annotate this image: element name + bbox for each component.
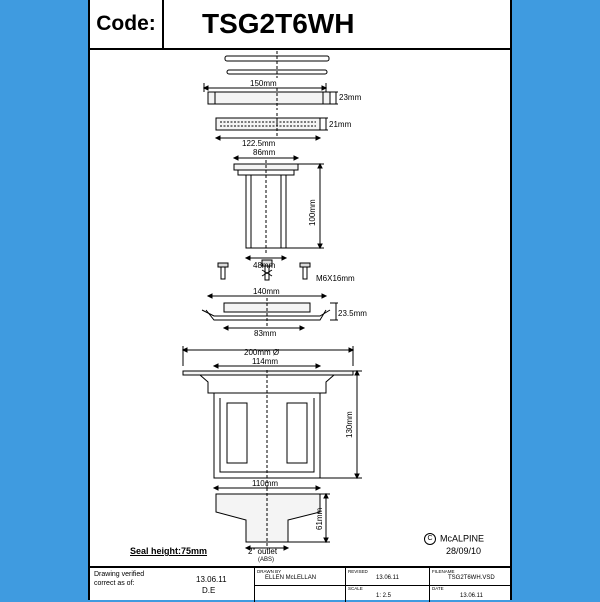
dim-outlet: 2" outlet — [248, 547, 278, 556]
dim-body-bottom: 110mm — [252, 479, 279, 488]
dim-tube-bottom: 48mm — [253, 261, 276, 270]
revised-label: REVISED — [348, 569, 368, 574]
filename-label: FILENAME — [432, 569, 455, 574]
drawn-by-value: ELLEN McLELLAN — [265, 575, 317, 581]
dim-clamp-height: 23.5mm — [338, 309, 367, 318]
dim-screws: M6X16mm — [316, 274, 355, 283]
verified-date: 13.06.11 — [196, 575, 227, 584]
title-block-details — [254, 568, 510, 602]
top-ring-part — [225, 51, 329, 78]
verified-line2: correct as of: — [94, 580, 135, 587]
dim-grate-height: 21mm — [329, 120, 352, 129]
code-header — [90, 0, 510, 50]
outlet-part — [216, 488, 330, 550]
scale-label: SCALE — [348, 586, 363, 591]
grate-part — [216, 113, 328, 140]
dim-clamp-width: 140mm — [253, 287, 280, 296]
date-value: 13.06.11 — [460, 593, 483, 599]
seal-height-note: Seal height:75mm — [130, 546, 208, 556]
dim-flange: 200mm Ø — [244, 348, 280, 357]
filename-cell — [429, 568, 511, 602]
title-block — [90, 566, 510, 602]
drawing-sheet — [88, 0, 512, 600]
drawn-by-label: DRAWN BY — [257, 569, 282, 574]
date-label: DATE — [432, 586, 444, 591]
code-value: TSG2T6WH — [202, 8, 355, 39]
dim-tube-top: 86mm — [253, 148, 276, 157]
clamp-ring-part — [202, 294, 338, 330]
copyright-owner: McALPINE — [440, 533, 485, 544]
verified-line1: Drawing verified — [94, 571, 145, 578]
verified-by: D.E — [202, 586, 216, 595]
dim-ring-width: 150mm — [250, 79, 277, 88]
technical-drawing — [90, 48, 510, 566]
dim-grate-width: 122.5mm — [242, 139, 276, 148]
dim-outlet-note: (ABS) — [258, 557, 275, 563]
dim-clamp-inner: 83mm — [254, 329, 277, 338]
revised-cell — [345, 568, 429, 602]
copyright-line — [424, 533, 484, 545]
dim-outlet-height: 61mm — [315, 507, 324, 530]
drawn-by-cell — [255, 568, 345, 602]
revised-value: 13.06.11 — [376, 575, 399, 581]
copyright-icon: C — [424, 533, 436, 545]
scale-value: 1: 2.5 — [376, 593, 392, 599]
filename-value: TSG2T6WH.VSD — [448, 575, 495, 581]
code-label: Code: — [90, 0, 164, 48]
dim-body-height: 130mm — [345, 411, 354, 438]
dim-tube-height: 100mm — [308, 199, 317, 226]
copyright-date: 28/09/10 — [446, 546, 482, 556]
dim-ring-height: 23mm — [339, 93, 362, 102]
main-body-part — [183, 346, 362, 490]
dim-body-inner: 114mm — [252, 357, 279, 366]
